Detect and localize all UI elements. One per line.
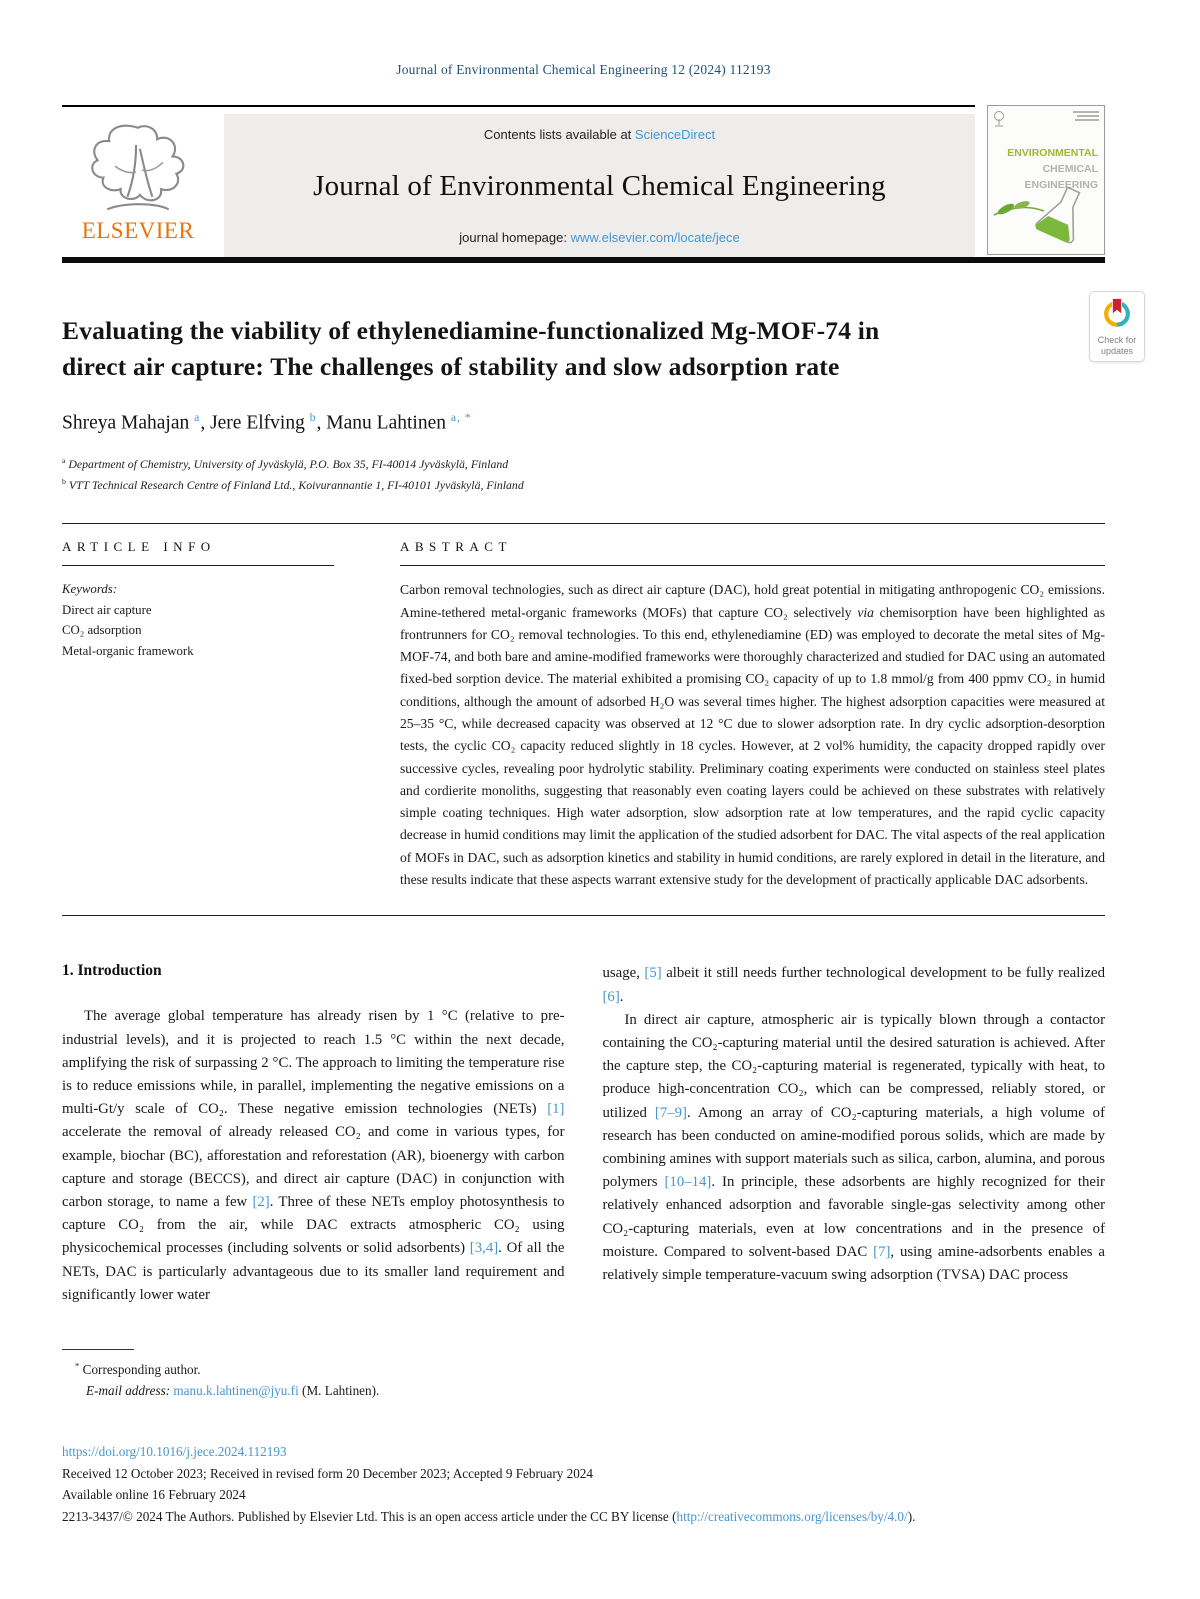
keyword-item: Direct air capture <box>62 602 152 617</box>
authors-line: Shreya Mahajan $^a$, Jere Elfving $^b$, Manu Lahtinen $^{a, *}$ <box>62 411 472 434</box>
article-info-column <box>62 524 334 891</box>
affiliations <box>62 454 1105 496</box>
elsevier-logo[interactable] <box>62 114 214 257</box>
inline-link[interactable]: [6] <box>602 988 620 1005</box>
elsevier-tree-icon <box>79 120 197 216</box>
article-info-heading: ARTICLE INFO <box>62 524 334 566</box>
header-rule <box>62 257 1105 263</box>
intro-paragraph-1: The average global temperature has already risen by 1 °C (relative to pre-industrial levels), and it is projected to reach 1.5 °C within the next decade, amplifying the risk of surpassing 2 °C. The approach to limiting the temperature rise is to reduce emissions while, in parallel, implementing the negative emissions on a multi-Gt/y scale of CO₂. These negative emission technologies (NETs) [1] accelerate the removal of already released CO₂ and come in various types, for example, biochar (BC), afforestation and reforestation (AR), bioenergy with carbon capture and storage (BECCS), and direct air capture (DAC) in conjunction with carbon storage, to name a few [2]. Three of these NETs employ photosynthesis to capture CO₂ from the air, while DAC extracts atmospheric CO₂ using physicochemical processes (including solvents or solid adsorbents) [3,4]. Of all the NETs, DAC is particularly advantageous due to its smaller land requirement and significantly lower water <box>62 1008 565 1303</box>
inline-link[interactable]: [7–9] <box>654 1104 687 1121</box>
article-footer <box>62 1441 1105 1527</box>
keyword-item: CO₂ adsorption <box>62 623 142 638</box>
footnote-block <box>62 1349 1105 1401</box>
inline-link[interactable]: [5] <box>644 965 662 982</box>
contents-line: Contents lists available at ScienceDirect <box>483 127 716 142</box>
check-for-updates-label: Check for updates <box>1097 335 1137 356</box>
copyright-line: 2213-3437/© 2024 The Authors. Published by Elsevier Ltd. This is an open access article under the CC BY license (http://creativecommons.org/licenses/by/4.0/). <box>62 1508 916 1524</box>
cover-line-engineering: ENGINEERING <box>1024 178 1098 191</box>
inline-link[interactable]: a <box>194 411 201 425</box>
journal-name: Journal of Environmental Chemical Engineering <box>313 169 886 202</box>
cover-micro-text <box>1073 111 1099 132</box>
intro-paragraph-2: In direct air capture, atmospheric air is typically blown through a contactor containing the CO₂-capturing material until the desired saturation is achieved. After the capture step, the CO₂-capturing material is regenerated, typically with heat, to produce high-concentration CO₂, which can be compressed, reliably stored, or utilized [7–9]. Among an array of CO₂-capturing materials, a high volume of research has been conducted on amine-modified porous solids, which are made by combining amines with support materials such as silica, carbon, alumina, and porous polymers [10–14]. In principle, these adsorbents are highly recognized for their relatively enhanced adsorption and favorable single-gas selectivity among other CO₂-capturing materials, even at low concentrations and in the presence of moisture. Compared to solvent-based DAC [7], using amine-adsorbents enables a relatively simple temperature-vacuum swing adsorption (TVSA) DAC process <box>602 1011 1106 1284</box>
inline-link[interactable]: [3,4] <box>469 1240 499 1257</box>
inline-link[interactable]: [2] <box>252 1194 270 1211</box>
email-line: E-mail address: manu.k.lahtinen@jyu.fi (M. Lahtinen). <box>86 1383 380 1399</box>
cover-mini-tree-icon <box>993 111 1005 132</box>
cover-flask-illustration <box>990 185 1102 252</box>
keywords-label: Keywords: <box>62 582 117 597</box>
received-line: Received 12 October 2023; Received in revised form 20 December 2023; Accepted 9 February 2024 <box>62 1465 593 1481</box>
inline-link[interactable]: http://creativecommons.org/licenses/by/4.0/ <box>676 1508 908 1524</box>
elsevier-wordmark: ELSEVIER <box>81 218 195 243</box>
affiliation-a: $^a$ Department of Chemistry, University of Jyväskylä, P.O. Box 35, FI-40014 Jyväskylä, Finland <box>62 455 509 471</box>
available-online-line: Available online 16 February 2024 <box>62 1487 246 1503</box>
inline-link[interactable]: [7] <box>873 1243 891 1260</box>
inline-link[interactable]: a, * <box>450 411 472 425</box>
check-for-updates-badge[interactable] <box>1089 291 1145 362</box>
abstract-text: Carbon removal technologies, such as direct air capture (DAC), hold great potential in mitigating anthropogenic CO₂ emissions. Amine-tethered metal-organic frameworks (MOFs) that capture CO₂ selectively via chemisorption have been highlighted as frontrunners for CO₂ removal technologies. To this end, ethylenediamine (ED) was employed to decorate the metal sites of Mg-MOF-74, and both bare and amine-modified frameworks were thoroughly characterized and studied for DAC using an automated fixed-bed sorption device. The material exhibited a promising CO₂ capacity of up to 1.8 mmol/g from 400 ppmv CO₂ in humid conditions, although the amount of adsorbed H₂O was several times higher. The highest adsorption capacities were measured at 25–35 °C, while decreased capacity was observed at 12 °C due to slower adsorption rate. In dry cyclic adsorption-desorption tests, the cyclic CO₂ capacity reduced slightly in 18 cycles. However, at 2 vol% humidity, the capacity dropped rapidly over successive cycles, revealing poor hydrolytic stability. Preliminary coating experiments were conducted on stainless steel plates and cordierite monoliths, suggesting that reasonably even coating layers could be achieved on these substrates with relatively simple coating techniques. High water adsorption, slow adsorption rate at low temperatures, and the rapid cyclic capacity decrease in humid conditions may limit the application of the studied adsorbent for DAC. The vital aspects of the real application of MOFs in DAC, such as adsorption kinetics and stability in humid conditions, are rarely explored in detail in the literature, and these results indicate that these aspects warrant extensive study for the development of practically applicable DAC adsorbents. <box>400 582 1105 887</box>
introduction-section <box>62 962 1105 1307</box>
article-title <box>62 313 997 384</box>
header-main <box>62 105 975 257</box>
inline-link[interactable]: b <box>309 411 317 425</box>
doi-link[interactable]: https://doi.org/10.1016/j.jece.2024.112193 <box>62 1444 287 1460</box>
homepage-line: journal homepage: www.elsevier.com/locate/jece <box>459 230 740 245</box>
crossmark-icon <box>1102 316 1132 333</box>
inline-link[interactable]: ScienceDirect <box>634 127 716 142</box>
article-title-line2: direct air capture: The challenges of stability and slow adsorption rate <box>62 351 840 381</box>
abstract-column <box>400 524 1105 891</box>
affiliation-b: $^b$ VTT Technical Research Centre of Finland Ltd., Koivurannantie 1, FI-40101 Jyväskylä, Finland <box>62 477 524 493</box>
abstract-heading: ABSTRACT <box>400 524 1105 566</box>
inline-link[interactable]: manu.k.lahtinen@jyu.fi <box>173 1383 299 1399</box>
cover-line-environmental: ENVIRONMENTAL <box>1007 147 1098 159</box>
introduction-heading: 1. Introduction <box>62 962 162 980</box>
body-left-column <box>62 962 565 1307</box>
inline-link[interactable]: www.elsevier.com/locate/jece <box>570 230 740 245</box>
corresponding-author-note: * Corresponding author. <box>75 1360 201 1378</box>
keyword-item: Metal-organic framework <box>62 643 194 658</box>
journal-header <box>62 105 1105 257</box>
body-right-column <box>603 962 1106 1307</box>
journal-banner <box>224 114 975 257</box>
intro-paragraph-1-continued: usage, [5] albeit it still needs further technological development to be fully realized [6]. <box>602 965 1106 1005</box>
cover-line-chemical: CHEMICAL <box>1042 162 1098 175</box>
inline-link[interactable]: [10–14] <box>664 1174 712 1191</box>
inline-link[interactable]: [1] <box>547 1101 565 1118</box>
journal-citation: Journal of Environmental Chemical Engineering 12 (2024) 112193 <box>396 62 771 77</box>
article-info-abstract-section <box>62 523 1105 916</box>
keywords-block <box>62 566 334 661</box>
journal-cover-thumbnail[interactable] <box>987 105 1105 255</box>
footnote-rule <box>62 1349 134 1350</box>
article-title-line1: Evaluating the viability of ethylenediamine-functionalized Mg-MOF-74 in <box>62 316 880 345</box>
